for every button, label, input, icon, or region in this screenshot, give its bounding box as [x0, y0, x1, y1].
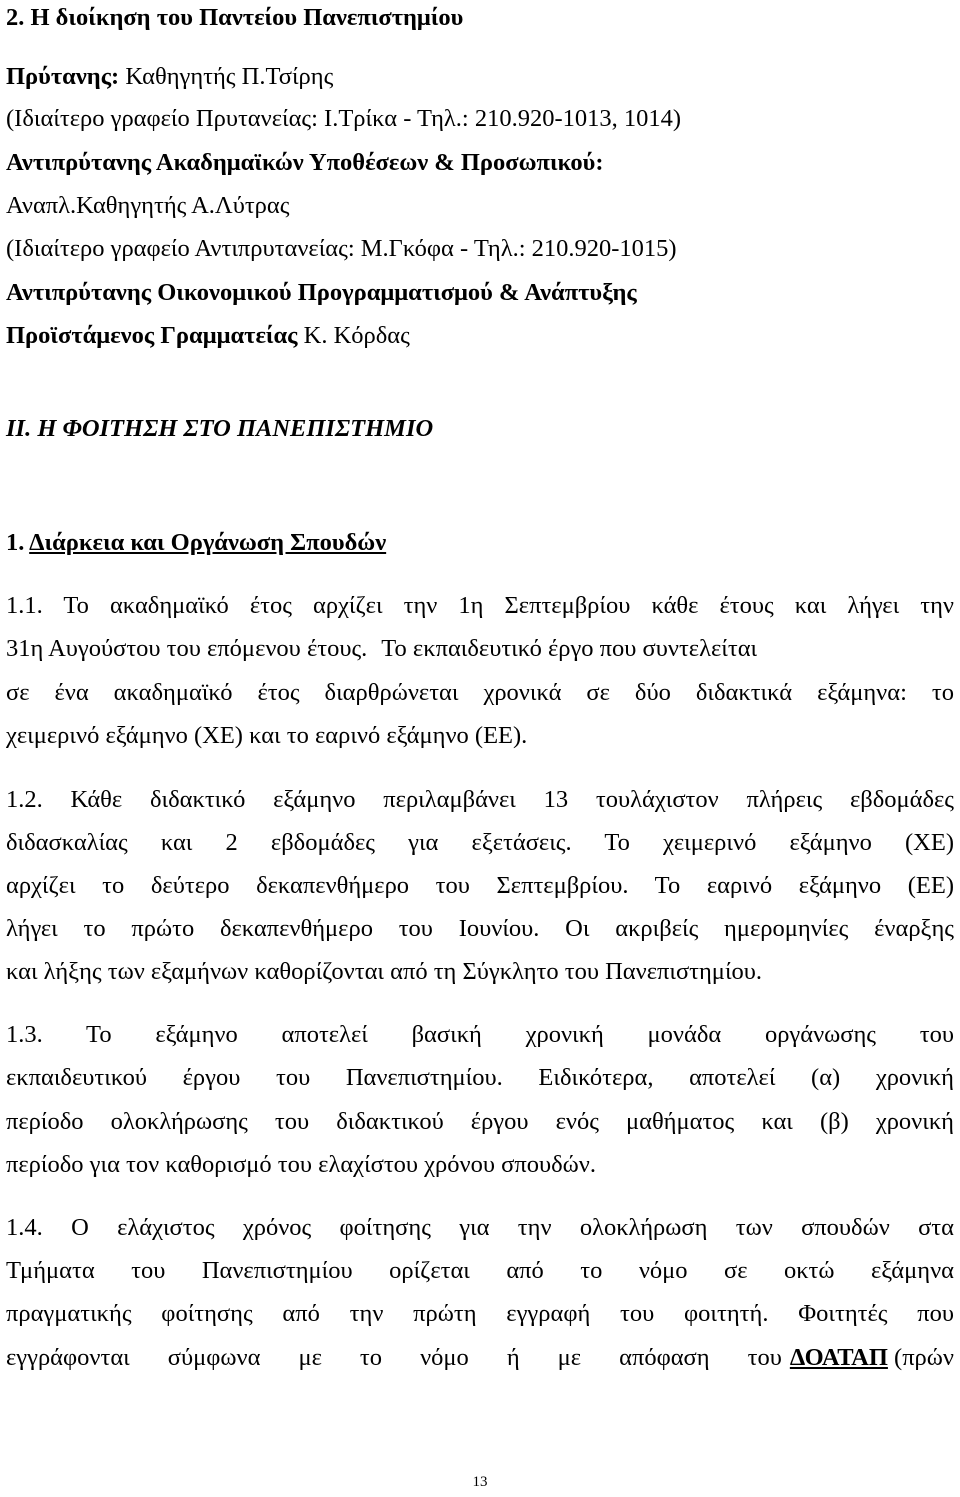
paragraph-1-1-line-2b: Το εκπαιδευτικό έργο που συντελείται — [381, 635, 758, 662]
paragraph-1-3-line-3: περίοδο ολοκλήρωσης του διδακτικού έργου ενός μαθήματος και (β) χρονική — [6, 1108, 954, 1135]
vice-rector-academic-rank: Αναπλ. — [6, 192, 77, 219]
paragraph-1-4-line-3: πραγματικής φοίτησης από την πρώτη εγγραφή του φοιτητή. Φοιτητές που — [6, 1300, 954, 1327]
page-number: 13 — [472, 1474, 488, 1490]
paragraph-1-4-line-4a: εγγράφονται σύμφωνα με το νόμο ή με απόφαση του — [6, 1344, 782, 1371]
vice-rector-finance-label: Αντιπρύτανης Οικονομικού Προγραμματισμού & Ανάπτυξης — [6, 279, 637, 306]
paragraph-1-4-line-1: 1.4. Ο ελάχιστος χρόνος φοίτησης για την ολοκλήρωση των σπουδών στα — [6, 1214, 954, 1241]
secretary-line — [6, 320, 954, 352]
paragraph-1-1-line-3: σε ένα ακαδημαϊκό έτος διαρθρώνεται χρονικά σε δύο διδακτικά εξάμηνα: το — [6, 679, 954, 706]
paragraph-1-4-line-2: Τμήματα του Πανεπιστημίου ορίζεται από το νόμο σε οκτώ εξάμηνα — [6, 1257, 954, 1284]
section-title: 2. Η διοίκηση του Παντείου Πανεπιστημίου — [6, 4, 464, 31]
vice-rector-academic-office: (Ιδιαίτερο γραφείο Αντιπρυτανείας: Μ.Γκόφα - Τηλ.: 210.920-1015) — [6, 235, 677, 262]
subsection-title: Διάρκεια και Οργάνωση Σπουδών — [29, 529, 387, 556]
paragraph-1-2-line-2: διδασκαλίας και 2 εβδομάδες για εξετάσεις. Το χειμερινό εξάμηνο (ΧΕ) — [6, 829, 954, 856]
paragraph-1-4-line-4c: (πρών — [887, 1344, 954, 1371]
vice-rector-academic-name — [6, 190, 954, 222]
secretary-name: Κ. Κόρδας — [297, 322, 410, 349]
secretary-label: Προϊστάμενος Γραμματείας — [6, 322, 298, 349]
rector-name: Καθηγητής Π.Τσίρης — [119, 63, 334, 90]
part-heading: ΙΙ. Η ΦΟΙΤΗΣΗ ΣΤΟ ΠΑΝΕΠΙΣΤΗΜΙΟ — [6, 415, 434, 442]
paragraph-1-2-line-4: λήγει το πρώτο δεκαπενθήμερο του Ιουνίου. Οι ακριβείς ημερομηνίες έναρξης — [6, 915, 954, 942]
paragraph-1-1-line-1: 1.1. Το ακαδημαϊκό έτος αρχίζει την 1η Σεπτεμβρίου κάθε έτους και λήγει την — [6, 592, 954, 619]
paragraph-1-1-line-2a: 31η Αυγούστου του επόμενου έτους. — [6, 635, 368, 662]
doatap-acronym: ΔΟΑΤΑΠ — [789, 1344, 888, 1371]
subsection-heading — [6, 527, 954, 559]
paragraph-1-3-line-1: 1.3. Το εξάμηνο αποτελεί βασική χρονική μονάδα οργάνωσης του — [6, 1021, 954, 1048]
subsection-number: 1. — [6, 529, 30, 556]
vice-rector-academic-title: Καθηγητής Α.Λύτρας — [76, 192, 290, 219]
paragraph-1-1-line-4: χειμερινό εξάμηνο (ΧΕ) και το εαρινό εξάμηνο (ΕΕ). — [6, 722, 528, 749]
paragraph-1-3-line-4: περίοδο για τον καθορισμό του ελαχίστου χρόνου σπουδών. — [6, 1151, 596, 1178]
paragraph-1-2-line-3: αρχίζει το δεύτερο δεκαπενθήμερο του Σεπτεμβρίου. Το εαρινό εξάμηνο (ΕΕ) — [6, 872, 954, 899]
rector-office: (Ιδιαίτερο γραφείο Πρυτανείας: Ι.Τρίκα - Τηλ.: 210.920-1013, 1014) — [6, 105, 682, 132]
rector-line — [6, 61, 954, 93]
paragraph-1-1-line-2 — [6, 633, 954, 665]
vice-rector-academic-label: Αντιπρύτανης Ακαδημαϊκών Υποθέσεων & Προσωπικού: — [6, 149, 604, 176]
paragraph-1-4-line-4 — [6, 1342, 954, 1374]
paragraph-1-2-line-1: 1.2. Κάθε διδακτικό εξάμηνο περιλαμβάνει 13 τουλάχιστον πλήρεις εβδομάδες — [6, 786, 954, 813]
paragraph-1-3-line-2: εκπαιδευτικού έργου του Πανεπιστημίου. Ειδικότερα, αποτελεί (α) χρονική — [6, 1064, 954, 1091]
paragraph-1-2-line-5: και λήξης των εξαμήνων καθορίζονται από τη Σύγκλητο του Πανεπιστημίου. — [6, 958, 763, 985]
rector-label: Πρύτανης: — [6, 63, 120, 90]
